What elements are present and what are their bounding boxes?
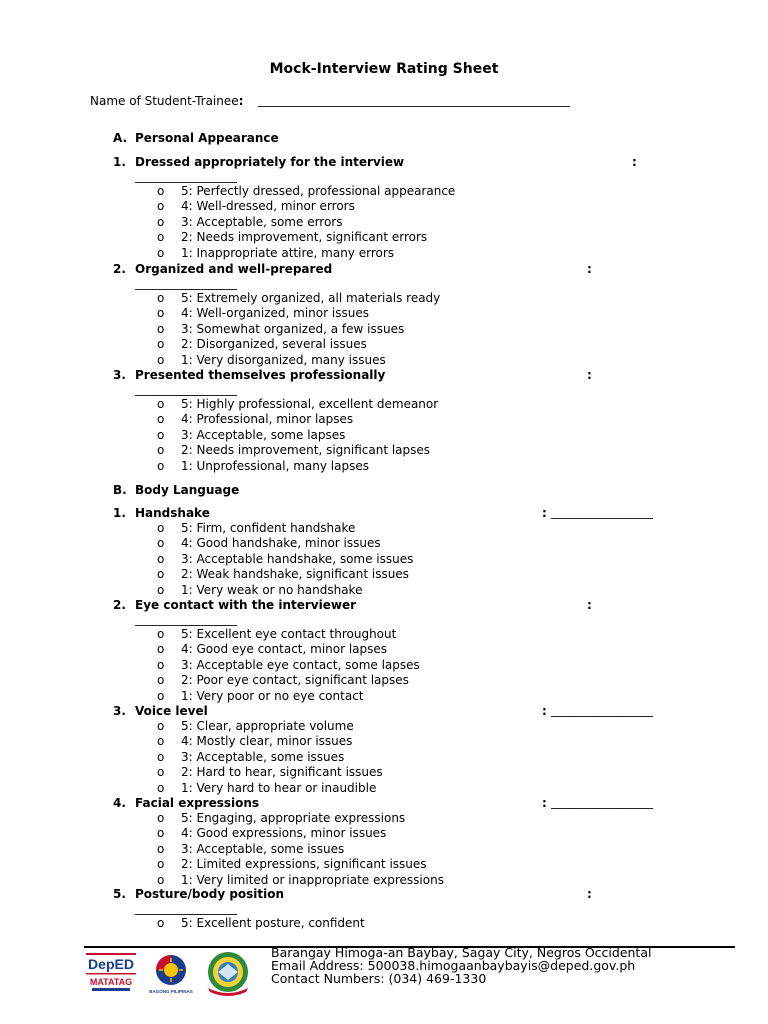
criterion-number: 5. [113,887,126,901]
criterion-label: Presented themselves professionally [135,368,386,382]
option-bullet: o [157,567,165,582]
rating-option: 1: Unprofessional, many lapses [181,458,369,473]
option-bullet: o [157,412,165,427]
option-bullet: o [157,780,165,795]
rating-option: 3: Acceptable, some errors [181,214,343,229]
option-bullet: o [157,214,165,229]
option-bullet: o [157,306,165,321]
rating-option: 3: Acceptable, some lapses [181,427,346,442]
option-bullet: o [157,673,165,688]
rating-option: 5: Excellent eye contact throughout [181,627,397,641]
criterion-label: Posture/body position [135,887,285,901]
rating-option: 4: Professional, minor lapses [181,412,354,427]
option-bullet: o [157,352,165,367]
option-bullet: o [157,536,165,551]
rating-option: 3: Acceptable handshake, some issues [181,551,414,566]
rating-option: 3: Acceptable, some issues [181,841,345,856]
score-colon: : [542,704,547,718]
option-bullet: o [157,199,165,214]
student-name-line: ____________________________________________________ [258,93,570,107]
score-blank[interactable]: _________________ [551,505,653,519]
option-bullet: o [157,337,165,352]
section-letter: A. [113,131,128,145]
rating-option: 4: Well-organized, minor issues [181,306,369,321]
criterion-label: Handshake [135,506,210,520]
school-seal-logo [200,950,256,996]
deped-matatag-logo [84,952,138,994]
rating-option: 3: Acceptable eye contact, some lapses [181,657,420,672]
option-bullet: o [157,291,165,305]
bagong-pilipinas-logo [146,952,196,996]
criterion-number: 1. [113,506,126,520]
score-colon: : [542,796,547,810]
criterion-number: 3. [113,704,126,718]
score-blank[interactable]: _________________ [551,703,653,717]
score-blank[interactable]: _________________ [135,612,237,626]
score-blank[interactable]: _________________ [551,795,653,809]
footer-address: Barangay Himoga-an Baybay, Sagay City, Negros Occidental [271,945,652,960]
criterion-label: Dressed appropriately for the interview [135,155,405,169]
option-bullet: o [157,657,165,672]
option-bullet: o [157,916,165,930]
score-blank[interactable]: _________________ [135,901,237,915]
option-bullet: o [157,719,165,733]
option-bullet: o [157,427,165,442]
rating-option: 4: Good eye contact, minor lapses [181,642,388,657]
criterion-label: Organized and well-prepared [135,262,333,276]
rating-option: 5: Engaging, appropriate expressions [181,811,406,825]
criterion-label: Voice level [135,704,208,718]
criterion-number: 3. [113,368,126,382]
score-colon: : [587,262,592,276]
rating-option: 5: Perfectly dressed, professional appearance [181,184,456,198]
criterion-number: 2. [113,262,126,276]
option-bullet: o [157,230,165,245]
rating-option: 5: Clear, appropriate volume [181,719,354,733]
footer-email: Email Address: 500038.himogaanbaybayis@deped.gov.ph [271,958,636,973]
score-blank[interactable]: _________________ [135,169,237,183]
criterion-label: Eye contact with the interviewer [135,598,357,612]
rating-option: 2: Needs improvement, significant errors [181,230,428,245]
rating-option: 1: Very hard to hear or inaudible [181,780,377,795]
option-bullet: o [157,184,165,198]
rating-option: 1: Inappropriate attire, many errors [181,245,395,260]
rating-option: 3: Acceptable, some issues [181,749,345,764]
rating-option: 2: Hard to hear, significant issues [181,765,383,780]
rating-option: 5: Firm, confident handshake [181,521,356,535]
option-bullet: o [157,734,165,749]
option-bullet: o [157,642,165,657]
rating-option: 2: Limited expressions, significant issues [181,857,427,872]
option-bullet: o [157,811,165,825]
criterion-number: 4. [113,796,126,810]
option-bullet: o [157,582,165,597]
rating-option: 4: Good handshake, minor issues [181,536,381,551]
rating-option: 5: Excellent posture, confident [181,916,365,930]
rating-option: 1: Very limited or inappropriate expressions [181,872,444,887]
option-bullet: o [157,749,165,764]
option-bullet: o [157,521,165,535]
score-colon: : [587,598,592,612]
section-heading: Body Language [135,483,240,497]
section-heading: Personal Appearance [135,131,279,145]
score-colon: : [587,368,592,382]
rating-option: 1: Very weak or no handshake [181,582,363,597]
criterion-number: 2. [113,598,126,612]
rating-option: 3: Somewhat organized, a few issues [181,321,405,336]
score-colon: : [587,887,592,901]
option-bullet: o [157,443,165,458]
option-bullet: o [157,857,165,872]
score-blank[interactable]: _________________ [135,276,237,290]
score-colon: : [632,155,637,169]
rating-option: 4: Mostly clear, minor issues [181,734,353,749]
option-bullet: o [157,321,165,336]
svg-text:MATATAG: MATATAG [89,977,133,987]
option-bullet: o [157,688,165,703]
option-bullet: o [157,826,165,841]
rating-option: 2: Poor eye contact, significant lapses [181,673,409,688]
rating-option: 5: Highly professional, excellent demeanor [181,397,439,411]
svg-text:BAGONG PILIPINAS: BAGONG PILIPINAS [149,989,193,994]
option-bullet: o [157,245,165,260]
option-bullet: o [157,872,165,887]
footer-contact: Contact Numbers: (034) 469-1330 [271,971,487,986]
option-bullet: o [157,458,165,473]
rating-option: 1: Very disorganized, many issues [181,352,386,367]
score-colon: : [542,506,547,520]
rating-option: 2: Needs improvement, significant lapses [181,443,431,458]
rating-option: 4: Well-dressed, minor errors [181,199,355,214]
page-title: Mock-Interview Rating Sheet [269,61,499,77]
option-bullet: o [157,765,165,780]
section-letter: B. [113,483,127,497]
option-bullet: o [157,397,165,411]
rating-option: 2: Weak handshake, significant issues [181,567,409,582]
criterion-number: 1. [113,155,126,169]
rating-option: 2: Disorganized, several issues [181,337,367,352]
option-bullet: o [157,627,165,641]
criterion-label: Facial expressions [135,796,260,810]
option-bullet: o [157,841,165,856]
rating-option: 5: Extremely organized, all materials ready [181,291,441,305]
rating-option: 4: Good expressions, minor issues [181,826,387,841]
option-bullet: o [157,551,165,566]
student-name-label: Name of Student-Trainee: [90,94,244,108]
score-blank[interactable]: _________________ [135,382,237,396]
rating-option: 1: Very poor or no eye contact [181,688,364,703]
svg-text:DepED: DepED [88,956,134,972]
